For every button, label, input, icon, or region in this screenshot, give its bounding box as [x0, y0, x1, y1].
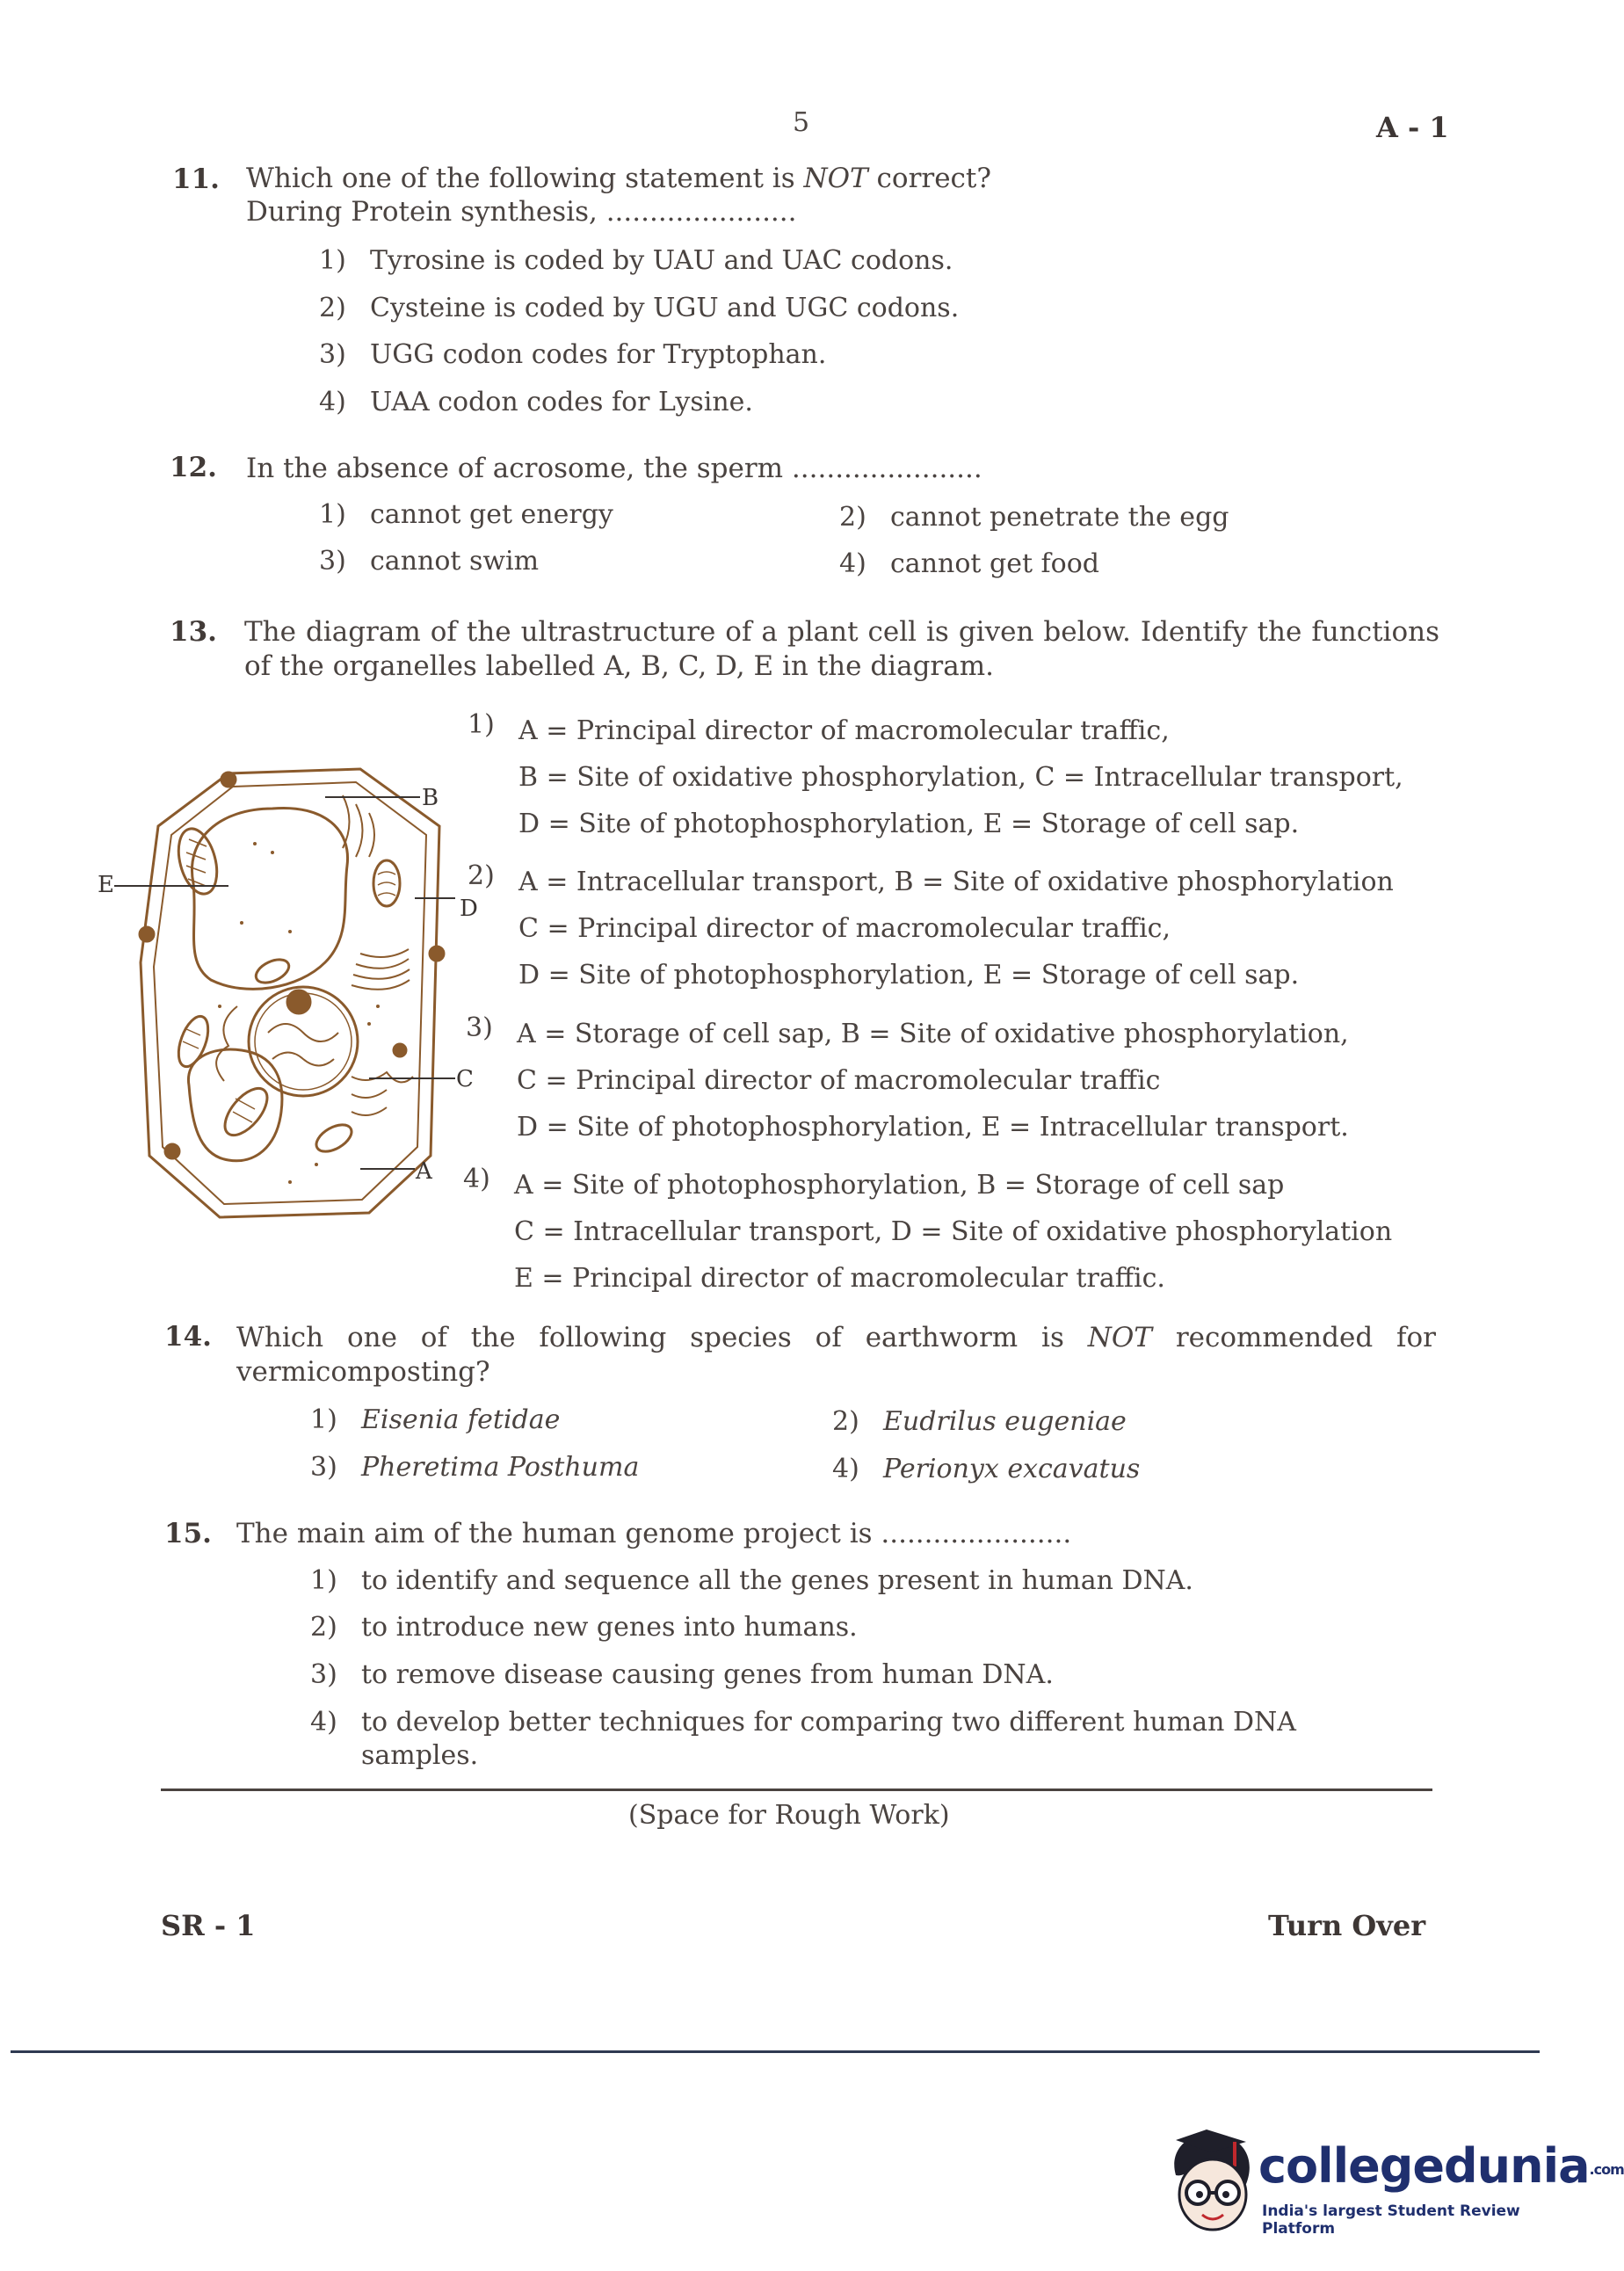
page-edge-line [11, 2050, 1540, 2053]
diagram-label-a: A [416, 1158, 432, 1185]
question-14-option-2[interactable]: 2) Eudrilus eugeniae [832, 1406, 1127, 1437]
rough-work-label: (Space for Rough Work) [628, 1800, 950, 1831]
question-13-option-3[interactable]: 3) A = Storage of cell sap, B = Site of oxidative phosphorylation, C = Principal director of macromolecular traffic D = Site of photophosphorylation, E = Intracellular transport. [466, 1012, 1349, 1143]
page-number: 5 [793, 107, 810, 138]
question-11-option-1[interactable]: 1) Tyrosine is coded by UAU and UAC codons. [319, 245, 953, 276]
question-11-number: 11. [172, 163, 220, 195]
question-14-text-line2: vermicomposting? [236, 1356, 490, 1388]
question-15-option-1[interactable]: 1) to identify and sequence all the genes present in human DNA. [310, 1565, 1193, 1596]
question-15-number: 15. [164, 1518, 212, 1549]
diagram-label-d: D [460, 896, 478, 922]
mitochondrion [373, 860, 400, 906]
question-14-option-3[interactable]: 3) Pheretima Posthuma [310, 1452, 640, 1483]
collegedunia-mascot-icon [1158, 2122, 1262, 2237]
question-13-number: 13. [170, 616, 217, 648]
collegedunia-tagline: India's largest Student Review Platform [1262, 2202, 1520, 2238]
question-15-option-3[interactable]: 3) to remove disease causing genes from human DNA. [310, 1659, 1054, 1690]
question-12-option-4[interactable]: 4) cannot get food [839, 548, 1099, 579]
question-13-option-1[interactable]: 1) A = Principal director of macromolecular traffic, B = Site of oxidative phosphorylation, C = Intracellular transport, D = Site of photophosphorylation, E = Storage of cell sap. [468, 709, 1403, 839]
question-11-text-line2: During Protein synthesis, ...................... [246, 196, 797, 228]
question-11-text: Which one of the following statement is NOT correct? [246, 163, 991, 194]
question-11-option-4[interactable]: 4) UAA codon codes for Lysine. [319, 387, 753, 417]
booklet-code: A - 1 [1376, 111, 1449, 144]
diagram-label-b: B [422, 785, 439, 811]
question-11-option-2[interactable]: 2) Cysteine is coded by UGU and UGC codons. [319, 293, 960, 323]
question-12-option-1[interactable]: 1) cannot get energy [319, 499, 613, 530]
question-14-number: 14. [164, 1321, 212, 1353]
endoplasmic-reticulum [216, 1006, 413, 1115]
footer-turn-over: Turn Over [1268, 1909, 1426, 1942]
question-15-text: The main aim of the human genome project is ...................... [236, 1518, 1072, 1549]
question-13-text: The diagram of the ultrastructure of a plant cell is given below. Identify the functions [244, 616, 1439, 648]
diagram-label-e: E [98, 872, 114, 898]
question-11-option-3[interactable]: 3) UGG codon codes for Tryptophan. [319, 339, 827, 370]
footer-series-code: SR - 1 [161, 1909, 256, 1942]
diagram-label-c: C [456, 1066, 474, 1092]
golgi-apparatus [352, 949, 410, 990]
question-15-option-4-line2: samples. [361, 1740, 479, 1771]
question-12-number: 12. [170, 452, 217, 483]
collegedunia-brand: collegedunia.com [1258, 2138, 1624, 2194]
question-12-text: In the absence of acrosome, the sperm ...................... [246, 453, 982, 484]
question-13-option-4[interactable]: 4) A = Site of photophosphorylation, B = Storage of cell sap C = Intracellular transport, D = Site of oxidative phosphorylation E = Principal director of macromolecular traffic. [463, 1164, 1393, 1294]
chloroplast [172, 824, 223, 898]
divider-line [161, 1789, 1432, 1791]
question-14-option-1[interactable]: 1) Eisenia fetidae [310, 1404, 561, 1435]
question-15-option-4[interactable]: 4) to develop better techniques for comparing two different human DNA [310, 1707, 1296, 1738]
question-15-option-2[interactable]: 2) to introduce new genes into humans. [310, 1612, 858, 1643]
question-12-option-3[interactable]: 3) cannot swim [319, 546, 540, 577]
question-14-text: Which one of the following species of earthworm is NOT recommended for [236, 1322, 1436, 1353]
question-12-option-2[interactable]: 2) cannot penetrate the egg [839, 502, 1229, 533]
question-13-text-line2: of the organelles labelled A, B, C, D, E in the diagram. [244, 650, 994, 682]
question-14-option-4[interactable]: 4) Perionyx excavatus [832, 1454, 1141, 1484]
question-13-option-2[interactable]: 2) A = Intracellular transport, B = Site of oxidative phosphorylation C = Principal director of macromolecular traffic, D = Site of photophosphorylation, E = Storage of cell sap. [468, 860, 1394, 990]
